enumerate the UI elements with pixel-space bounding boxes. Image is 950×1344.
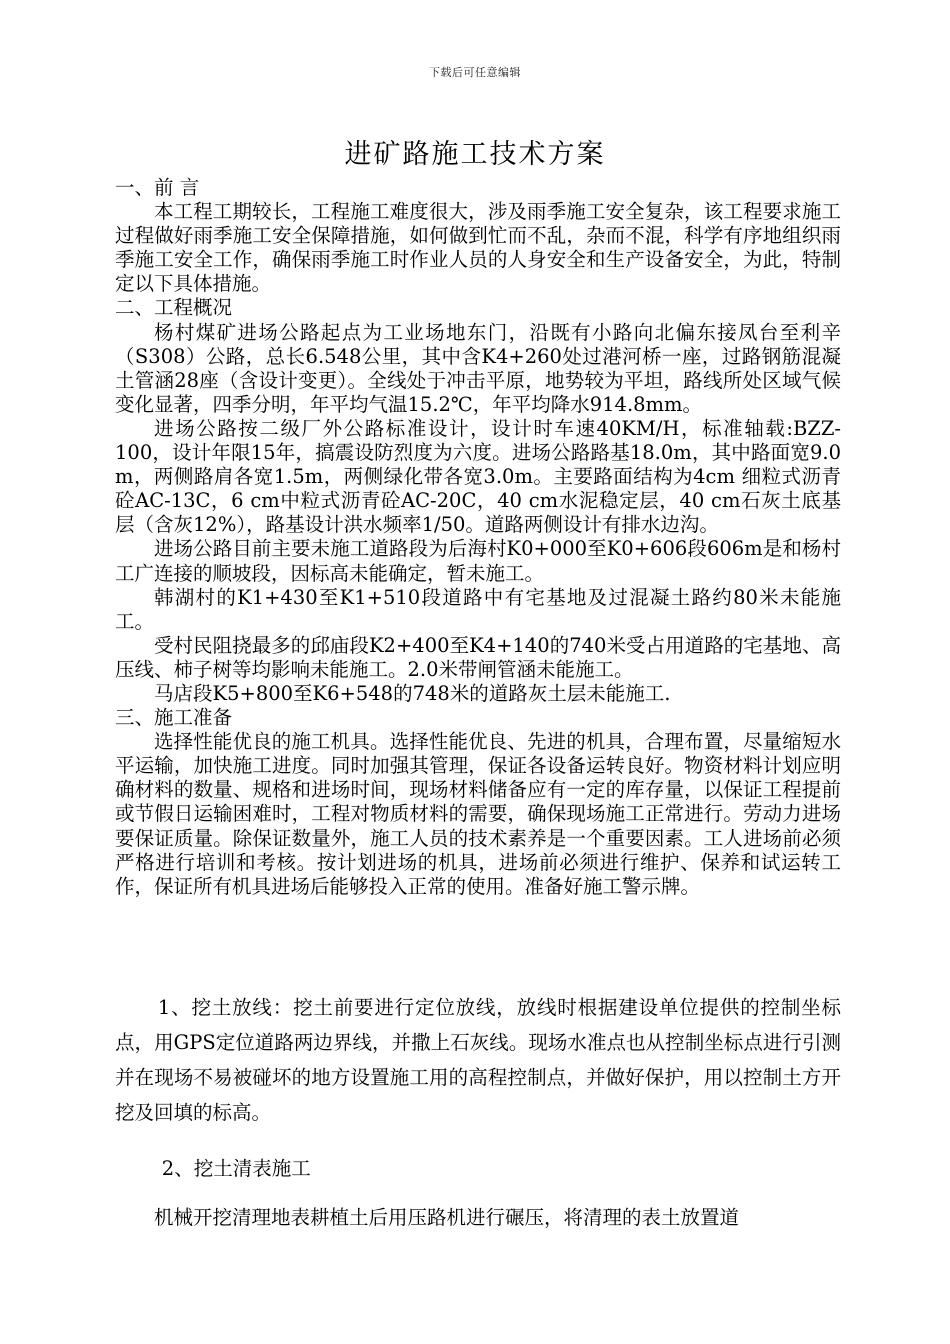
- section-heading-1: 一、前 言: [115, 176, 200, 199]
- paragraph-overview-3: 进场公路目前主要未施工道路段为后海村K0+000至K0+606段606m是和杨村工广连接的顺坡段，因标高未能确定，暂未施工。: [115, 537, 841, 585]
- paragraph-overview-5: 受村民阻挠最多的邱庙段K2+400至K4+140的740米受占用道路的宅基地、高压线、柿子树等均影响未能施工。2.0米带闸管涵未能施工。: [115, 633, 841, 681]
- paragraph-foreword: 本工程工期较长，工程施工难度很大，涉及雨季施工安全复杂，该工程要求施工过程做好雨季施工安全保障措施，如何做到忙而不乱，杂而不混，科学有序地组织雨季施工安全工作，确保雨季施工时作业人员的人身安全和生产设备安全，为此，特制定以下具体措施。: [115, 200, 841, 296]
- paragraph-overview-2: 进场公路按二级厂外公路标准设计，设计时车速40KM/H，标准轴载:BZZ-100，设计年限15年，搞震设防烈度为六度。进场公路路基18.0m，其中路面宽9.0 m，两侧路肩各宽1.5m，两侧绿化带各宽3.0m。主要路面结构为4cm 细粒式沥青砼AC-13C，6 cm中粒式沥青砼AC-20C，40 cm水泥稳定层，40 cm石灰土底基层（含灰12%），路基设计洪水频率1/50。道路两侧设计有排水边沟。: [115, 416, 841, 537]
- section-heading-2: 二、工程概况: [115, 296, 233, 320]
- watermark: 下载后可任意编辑: [429, 66, 521, 79]
- paragraph-preparation: 选择性能优良的施工机具。选择性能优良、先进的机具，合理布置，尽量缩短水平运输，加快施工进度。同时加强其管理，保证各设备运转良好。物资材料计划应明确材料的数量、规格和进场时间，现场材料储备应有一定的库存量，以保证工程提前或节假日运输困难时，工程对物质材料的需要，确保现场施工正常进行。劳动力进场要保证质量。除保证数量外，施工人员的技术素养是一个重要因素。工人进场前必须严格进行培训和考核。按计划进场的机具，进场前必须进行维护、保养和试运转工作，保证所有机具进场后能够投入正常的使用。准备好施工警示牌。: [115, 730, 841, 898]
- paragraph-overview-4: 韩湖村的K1+430至K1+510段道路中有宅基地及过混凝土路约80米未能施工。: [115, 585, 841, 633]
- paragraph-item-2: 机械开挖清理地表耕植土后用压路机进行碾压，将清理的表土放置道: [154, 1206, 740, 1229]
- paragraph-overview-1: 杨村煤矿进场公路起点为工业场地东门，沿既有小路向北偏东接凤台至利辛（S308）公路，总长6.548公里，其中含K4+260处过港河桥一座，过路钢筋混凝土管涵28座（含设计变更）。全线处于冲击平原，地势较为平坦，路线所处区域气候变化显著，四季分明，年平均气温15.2℃，年平均降水914.8mm。: [115, 320, 841, 416]
- document-body-bottom: [115, 990, 841, 1235]
- section-heading-3: 三、施工准备: [115, 706, 233, 730]
- paragraph-overview-6: 马店段K5+800至K6+548的748米的道路灰土层未能施工.: [154, 681, 671, 705]
- document-body-top: [115, 176, 841, 899]
- subheading-item-2: 2、挖土清表施工: [161, 1157, 311, 1180]
- paragraph-item-1: 1、挖土放线：挖土前要进行定位放线，放线时根据建设单位提供的控制坐标点，用GPS定位道路两边界线，并撒上石灰线。现场水准点也从控制坐标点进行引测并在现场不易被碰坏的地方设置施工用的高程控制点，并做好保护，用以控制土方开挖及回填的标高。: [115, 996, 841, 1124]
- page-title: 进矿路施工技术方案: [344, 139, 606, 170]
